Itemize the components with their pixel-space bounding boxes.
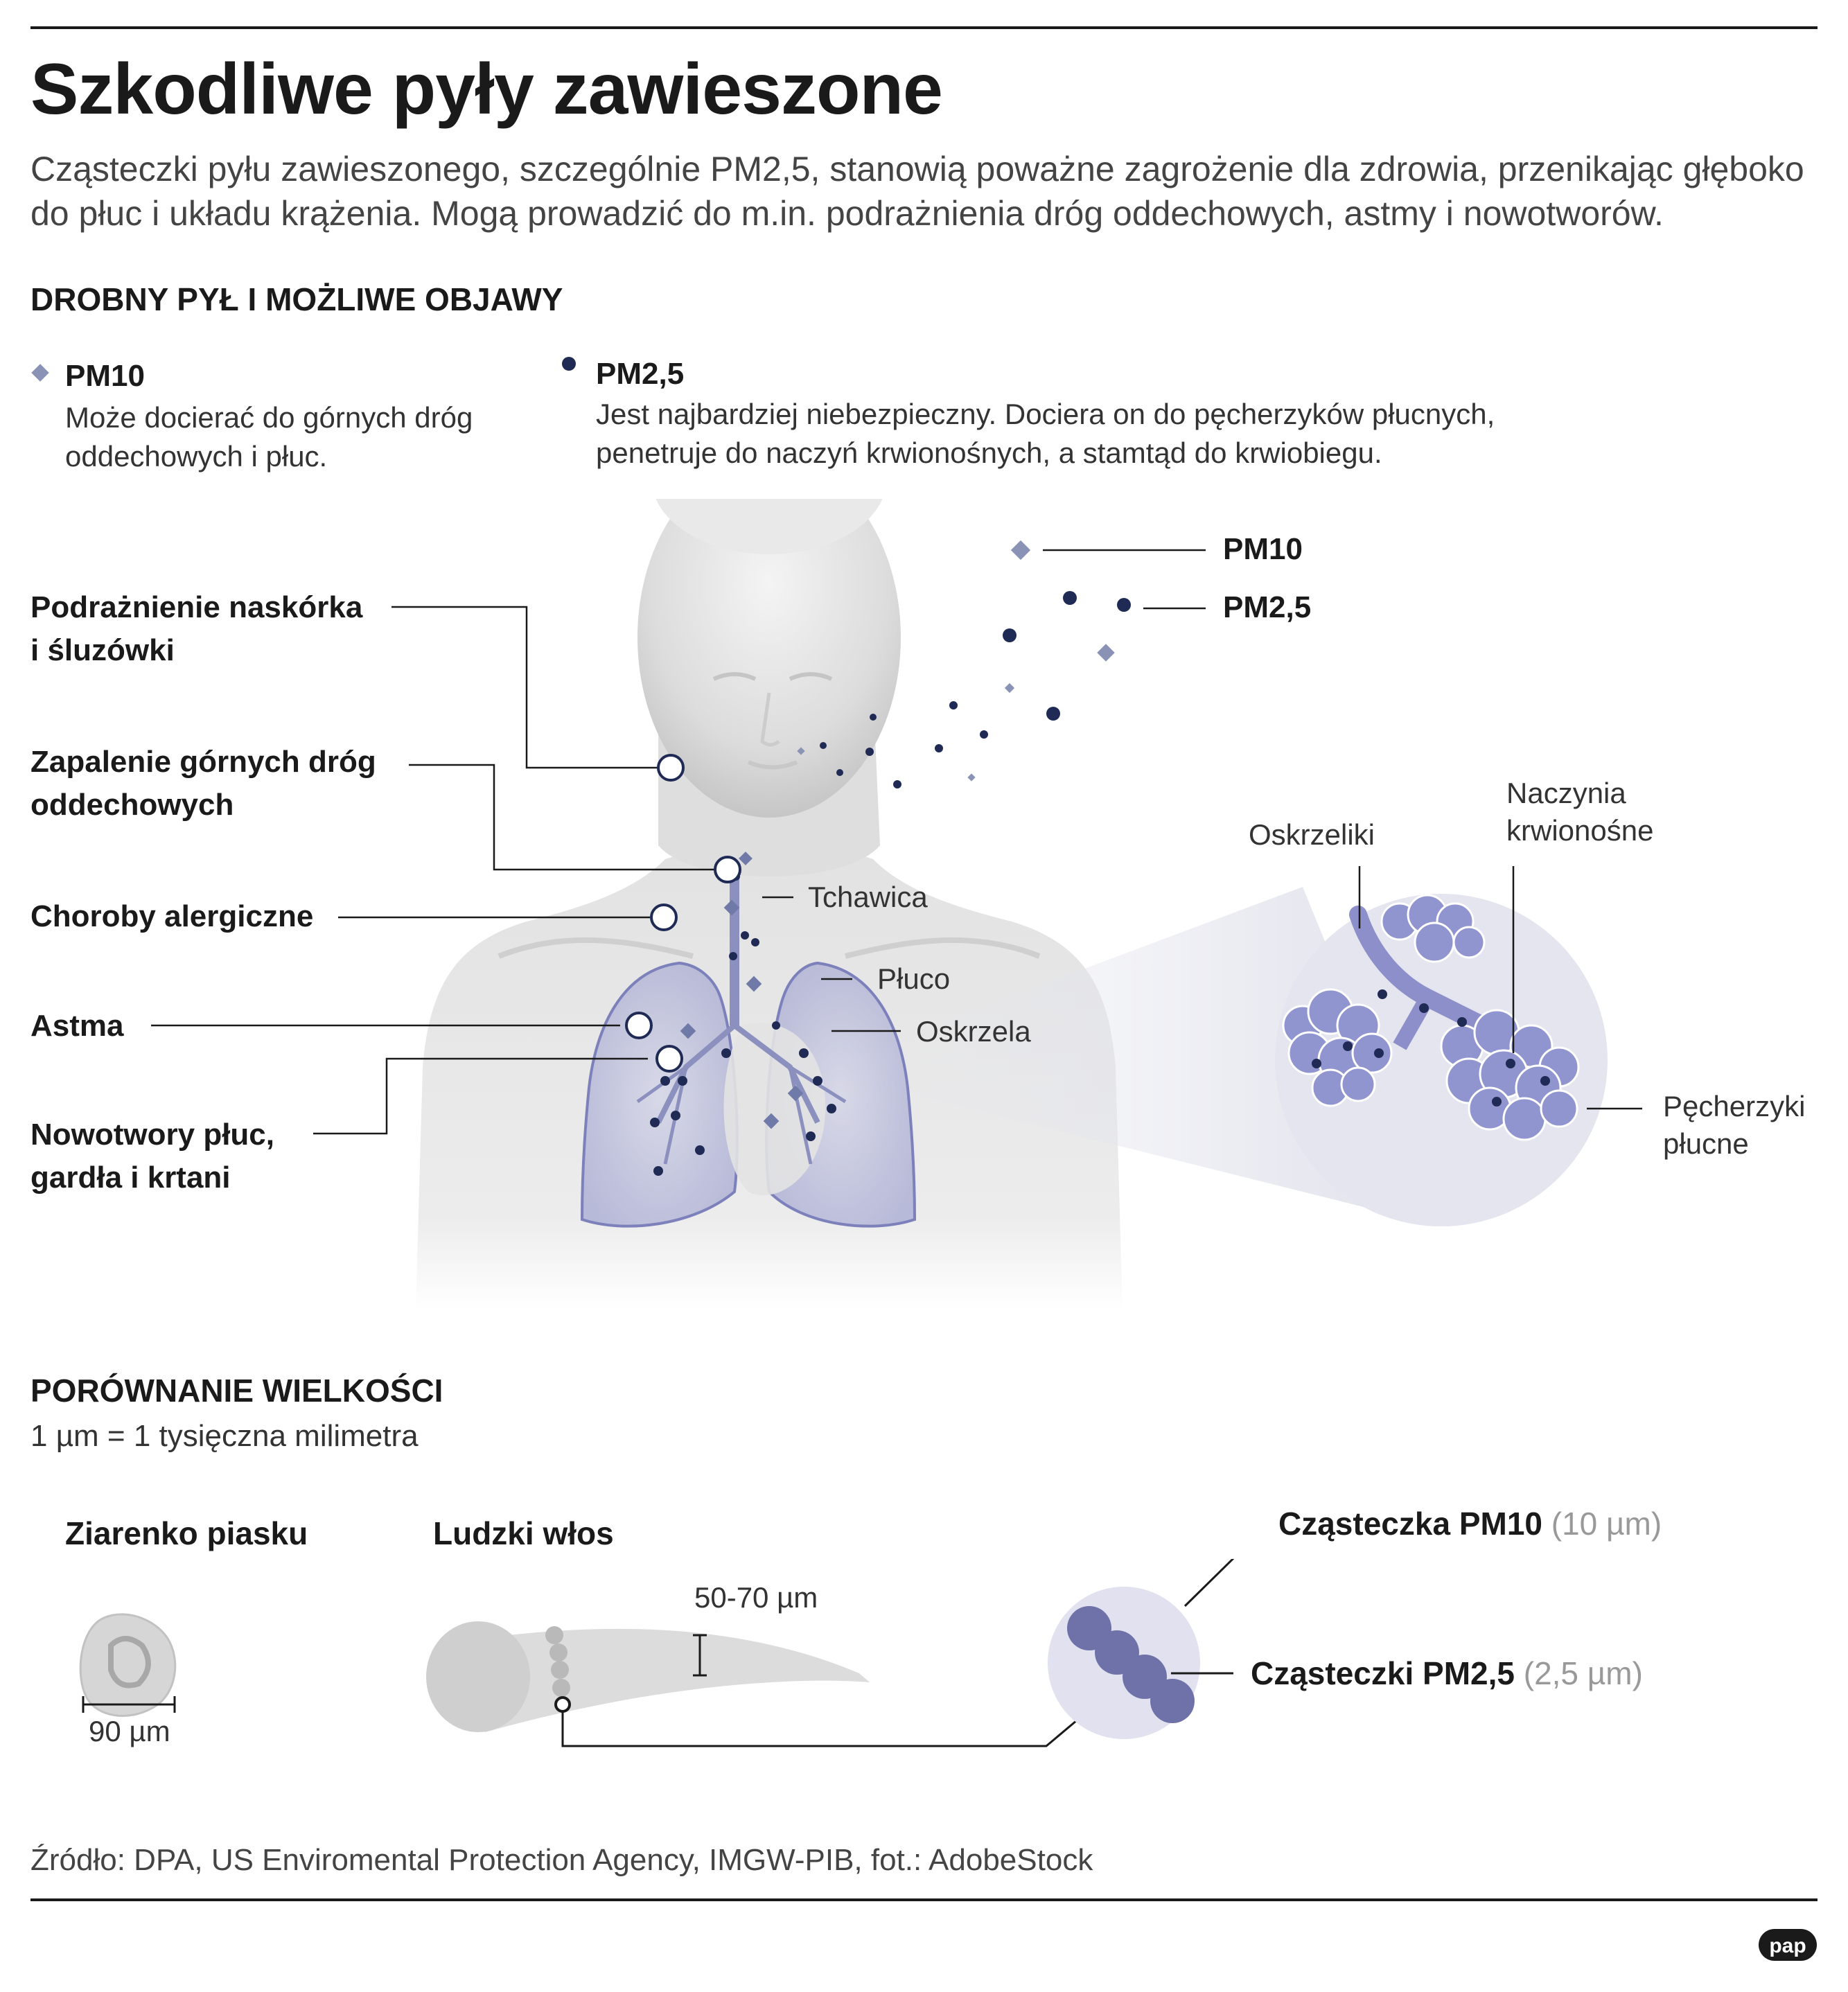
label-alveoli-line2: płucne <box>1663 1127 1749 1160</box>
pm10-comparison-size: (10 µm) <box>1551 1506 1662 1542</box>
source-credit: Źródło: DPA, US Enviromental Protection Agency, IMGW-PIB, fot.: AdobeStock <box>30 1843 1093 1877</box>
hair-size: 50-70 µm <box>694 1581 818 1614</box>
label-lung: Płuco <box>877 962 951 995</box>
pap-logo <box>1757 1926 1820 1965</box>
pm25-comparison-label <box>1251 1655 1643 1692</box>
pm25-dot-icon <box>558 353 579 374</box>
legend-pm10-text-line2: oddechowych i płuc. <box>65 440 328 473</box>
condition-cancer-line1: Nowotwory płuc, <box>30 1118 274 1152</box>
bottom-rule <box>30 1898 1818 1901</box>
legend-pm25-title: PM2,5 <box>596 357 685 391</box>
pm25-comparison-size: (2,5 µm) <box>1523 1655 1643 1691</box>
pm25-comparison-name: Cząsteczki PM2,5 <box>1251 1655 1515 1691</box>
pm10-diamond-icon <box>28 360 53 385</box>
hair-strand-shape <box>478 1629 870 1732</box>
pm10-comparison-name: Cząsteczka PM10 <box>1278 1506 1542 1542</box>
pm25-particle-4 <box>1150 1679 1195 1723</box>
stream-legend-pm25: PM2,5 <box>1223 590 1312 624</box>
label-alveoli <box>1663 1088 1805 1163</box>
label-alveoli-line1: Pęcherzyki <box>1663 1090 1806 1122</box>
pap-logo-text: pap <box>1769 1934 1806 1957</box>
condition-upper-airways <box>30 741 376 827</box>
section-heading-symptoms: DROBNY PYŁ I MOŻLIWE OBJAWY <box>30 281 563 317</box>
comparison-subheading: 1 µm = 1 tysięczna milimetra <box>30 1419 419 1453</box>
intro-text: Cząsteczki pyłu zawieszonego, szczególnie PM2,5, stanowią poważne zagrożenie dla zdrowia, przenikając głęboko do płuc i układu krążenia. Mogą prowadzić do m.in. podrażnienia dróg oddechowych, astmy i nowotworów. <box>30 150 1804 233</box>
sand-size: 90 µm <box>89 1715 170 1747</box>
condition-asthma: Astma <box>30 1009 124 1043</box>
stream-legend-pm10: PM10 <box>1223 532 1303 566</box>
label-blood-vessels-line1: Naczynia <box>1506 777 1626 809</box>
pm10-comparison-label <box>1278 1505 1662 1542</box>
condition-skin-line1: Podrażnienie naskórka <box>30 590 363 624</box>
condition-skin <box>30 586 362 672</box>
sand-label: Ziarenko piasku <box>65 1515 308 1551</box>
label-bronchioles: Oskrzeliki <box>1249 818 1375 851</box>
legend-pm25-text-line1: Jest najbardziej niebezpieczny. Dociera on do pęcherzyków płucnych, <box>596 398 1495 430</box>
sand-grain-shape <box>80 1614 175 1716</box>
top-rule <box>30 26 1818 29</box>
label-blood-vessels-line2: krwionośne <box>1506 814 1654 847</box>
label-blood-vessels <box>1506 775 1653 849</box>
legend-pm10-title: PM10 <box>65 359 145 393</box>
condition-cancer-line2: gardła i krtani <box>30 1161 231 1195</box>
hair-label: Ludzki włos <box>433 1515 614 1551</box>
condition-skin-line2: i śluzówki <box>30 633 175 667</box>
page-title: Szkodliwe pyły zawieszone <box>30 49 942 130</box>
condition-cancer <box>30 1113 274 1199</box>
section-heading-comparison: PORÓWNANIE WIELKOŚCI <box>30 1373 443 1409</box>
condition-upper-airways-line2: oddechowych <box>30 788 234 822</box>
label-bronchi: Oskrzela <box>916 1015 1031 1048</box>
legend-pm25-text-line2: penetruje do naczyń krwionośnych, a stamtąd do krwiobiegu. <box>596 437 1382 469</box>
legend-pm10-text-line1: Może docierać do górnych dróg <box>65 401 473 434</box>
label-trachea: Tchawica <box>808 881 928 913</box>
condition-allergies: Choroby alergiczne <box>30 899 314 933</box>
condition-upper-airways-line1: Zapalenie górnych dróg <box>30 745 376 779</box>
